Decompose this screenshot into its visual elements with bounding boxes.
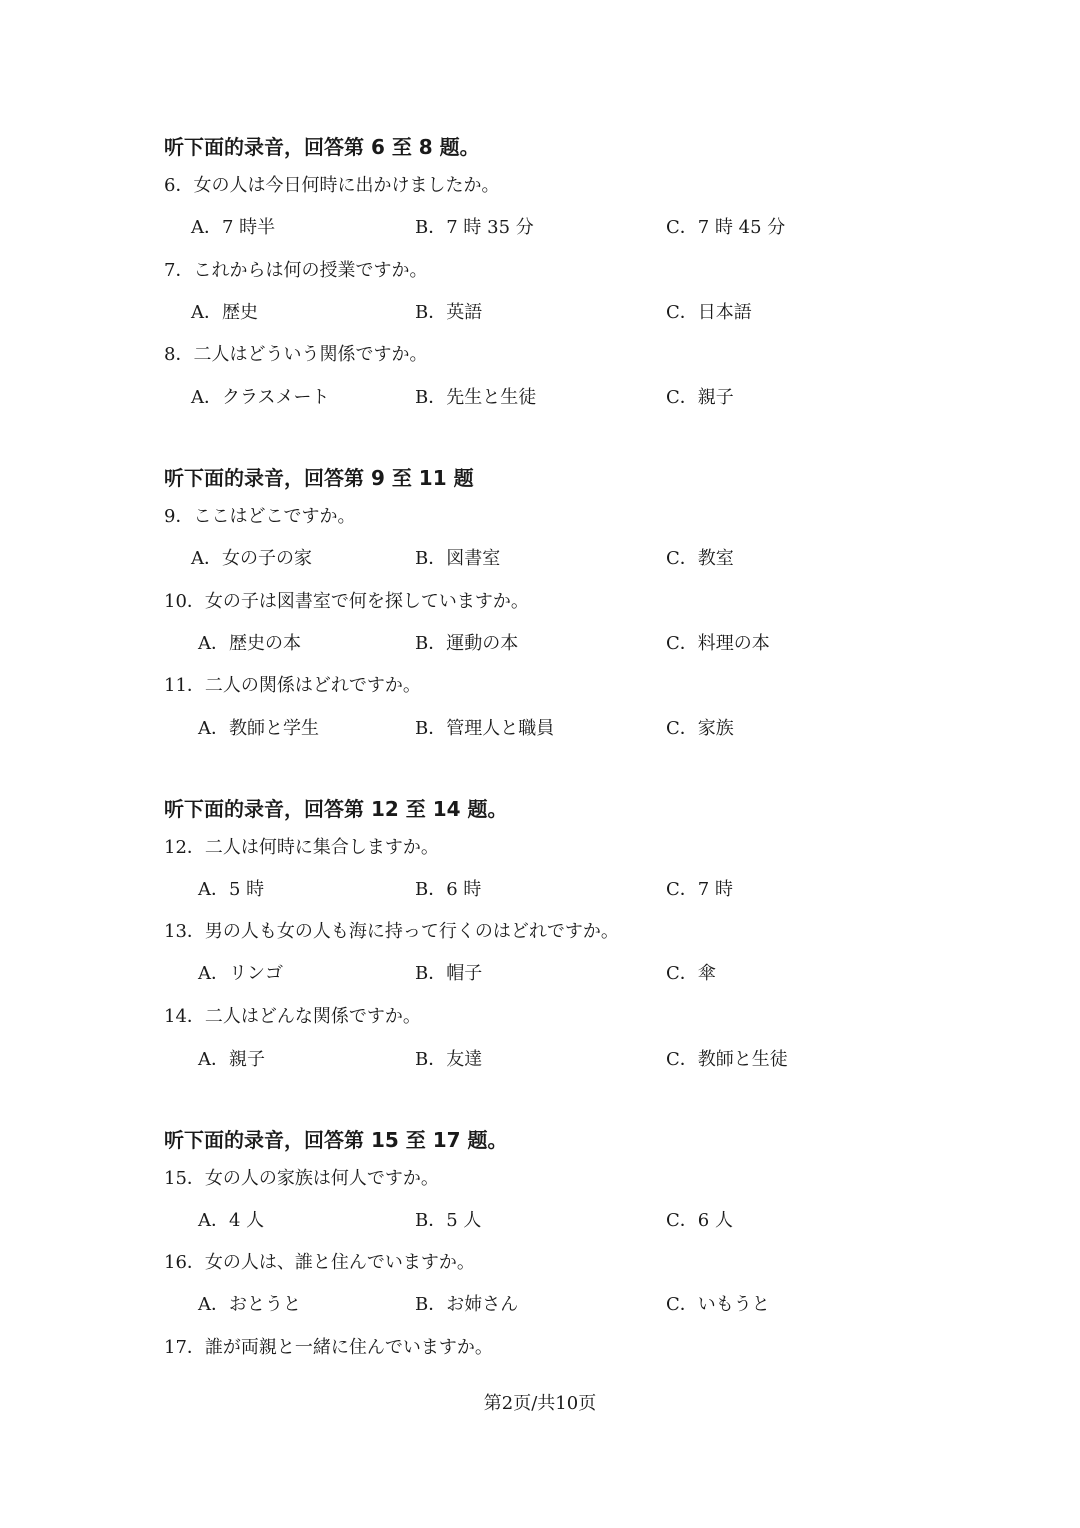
option-12a: A．5 時 [198, 879, 265, 900]
option-16c: C．いもうと [666, 1294, 770, 1315]
option-8c: C．親子 [666, 387, 734, 408]
option-12b: B．6 時 [415, 879, 482, 900]
option-9b: B．図書室 [415, 548, 501, 569]
option-13a: A．リンゴ [198, 963, 283, 984]
question-17: 17．誰が両親と一緒に住んでいますか。 [164, 1337, 493, 1358]
question-11: 11．二人の関係はどれですか。 [164, 675, 421, 696]
section-title: 听下面的录音，回答第 6 至 8 题。 [164, 135, 480, 159]
question-7: 7．これからは何の授業ですか。 [164, 260, 428, 281]
page-number: 第2页/共10页 [483, 1393, 597, 1414]
option-15c: C．6 人 [666, 1210, 733, 1231]
option-9c: C．教室 [666, 548, 734, 569]
question-14: 14．二人はどんな関係ですか。 [164, 1006, 421, 1027]
option-10c: C．料理の本 [666, 633, 770, 654]
section-title: 听下面的录音，回答第 9 至 11 题 [164, 466, 474, 490]
option-14c: C．教師と生徒 [666, 1049, 788, 1070]
option-6b: B．7 時 35 分 [415, 217, 534, 238]
option-8b: B．先生と生徒 [415, 387, 537, 408]
option-14b: B．友達 [415, 1049, 483, 1070]
question-13: 13．男の人も女の人も海に持って行くのはどれですか。 [164, 921, 619, 942]
option-16b: B．お姉さん [415, 1294, 519, 1315]
option-15b: B．5 人 [415, 1210, 482, 1231]
question-10: 10．女の子は図書室で何を探していますか。 [164, 591, 529, 612]
question-16: 16．女の人は、誰と住んでいますか。 [164, 1252, 475, 1273]
option-7a: A．歴史 [191, 302, 258, 323]
section-title: 听下面的录音，回答第 12 至 14 题。 [164, 797, 508, 821]
option-10a: A．歴史の本 [198, 633, 301, 654]
section-title: 听下面的录音，回答第 15 至 17 题。 [164, 1128, 508, 1152]
option-7c: C．日本語 [666, 302, 752, 323]
option-11c: C．家族 [666, 718, 734, 739]
question-15: 15．女の人の家族は何人ですか。 [164, 1168, 439, 1189]
option-13b: B．帽子 [415, 963, 483, 984]
option-6a: A．7 時半 [191, 217, 276, 238]
option-9a: A．女の子の家 [191, 548, 312, 569]
option-6c: C．7 時 45 分 [666, 217, 786, 238]
option-11b: B．管理人と職員 [415, 718, 555, 739]
option-11a: A．教師と学生 [198, 718, 319, 739]
option-13c: C．傘 [666, 963, 716, 984]
option-16a: A．おとうと [198, 1294, 301, 1315]
option-14a: A．親子 [198, 1049, 265, 1070]
option-12c: C．7 時 [666, 879, 733, 900]
question-12: 12．二人は何時に集合しますか。 [164, 837, 439, 858]
option-7b: B．英語 [415, 302, 483, 323]
question-9: 9．ここはどこですか。 [164, 506, 356, 527]
option-10b: B．運動の本 [415, 633, 519, 654]
option-8a: A．クラスメート [191, 387, 330, 408]
question-6: 6．女の人は今日何時に出かけましたか。 [164, 175, 500, 196]
question-8: 8．二人はどういう関係ですか。 [164, 344, 428, 365]
option-15a: A．4 人 [198, 1210, 265, 1231]
